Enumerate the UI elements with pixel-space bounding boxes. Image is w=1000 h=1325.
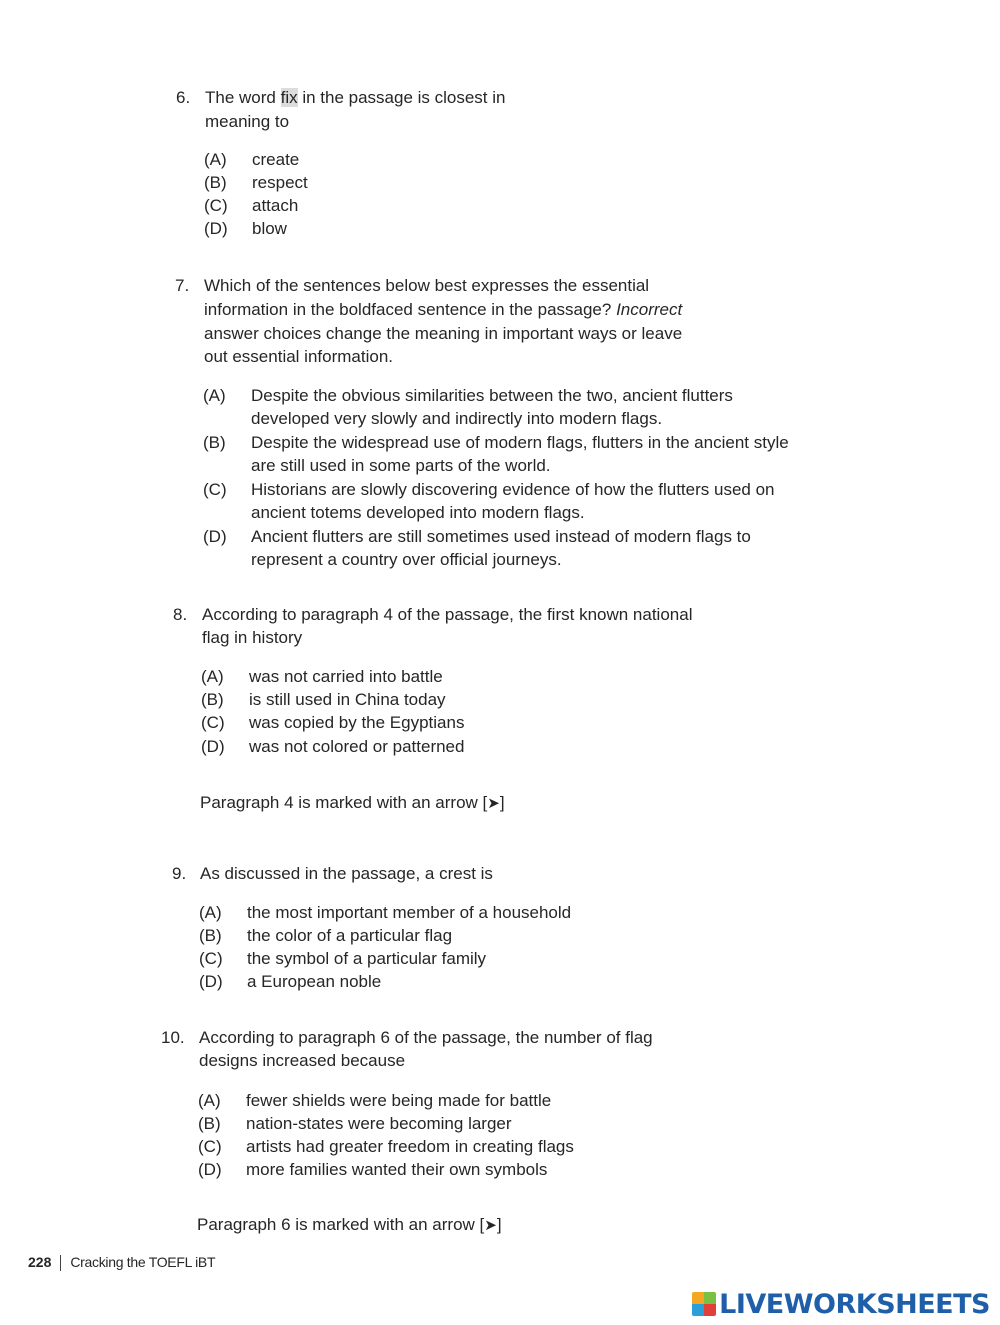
- question-number: 8.: [173, 605, 188, 624]
- question-stem-line: flag in history: [202, 628, 303, 647]
- answer-option-a[interactable]: (A) Despite the obvious similarities between the two, ancient flutters developed very slowly and indirectly into modern flags.: [203, 386, 733, 428]
- brand-name: LIVEWORKSHEETS: [719, 1288, 990, 1320]
- paragraph-note: Paragraph 6 is marked with an arrow [➤]: [197, 1215, 502, 1234]
- footer-divider: [60, 1255, 61, 1271]
- question-stem-line: Which of the sentences below best expresses the essential: [204, 276, 650, 295]
- question-stem-line: meaning to: [205, 112, 290, 131]
- answer-option-d[interactable]: (D) Ancient flutters are still sometimes used instead of modern flags to represent a country over official journeys.: [203, 527, 751, 569]
- liveworksheets-logo-icon: [692, 1292, 716, 1316]
- question-stem-line: answer choices change the meaning in important ways or leave: [204, 324, 683, 343]
- question-stem-line: designs increased because: [199, 1051, 406, 1070]
- liveworksheets-logo: [692, 1290, 990, 1318]
- page-number: 228: [28, 1254, 52, 1270]
- question-number: 10.: [161, 1028, 185, 1047]
- question-stem-line: out essential information.: [204, 347, 393, 366]
- highlighted-word[interactable]: fix: [280, 88, 298, 107]
- question-stem-line: As discussed in the passage, a crest is: [200, 864, 493, 883]
- question-number: 6.: [176, 88, 191, 107]
- answer-option-b[interactable]: (B) Despite the widespread use of modern flags, flutters in the ancient style are still used in some parts of the world.: [203, 433, 789, 475]
- question-stem-line: According to paragraph 4 of the passage, the first known national: [202, 605, 693, 624]
- arrow-icon: ➤: [484, 1217, 497, 1234]
- question-stem-line: The word fix in the passage is closest in: [205, 88, 506, 107]
- answer-option-c[interactable]: (C) Historians are slowly discovering evidence of how the flutters used on ancient totems developed into modern flags.: [203, 480, 775, 522]
- question-stem-line: According to paragraph 6 of the passage, the number of flag: [199, 1028, 653, 1047]
- arrow-icon: ➤: [487, 795, 500, 812]
- question-number: 9.: [172, 864, 187, 883]
- question-stem-line: information in the boldfaced sentence in the passage? Incorrect: [204, 300, 683, 319]
- paragraph-note: Paragraph 4 is marked with an arrow [➤]: [200, 793, 505, 812]
- page-footer: [28, 1254, 215, 1271]
- book-title: Cracking the TOEFL iBT: [70, 1254, 216, 1270]
- question-number: 7.: [175, 276, 190, 295]
